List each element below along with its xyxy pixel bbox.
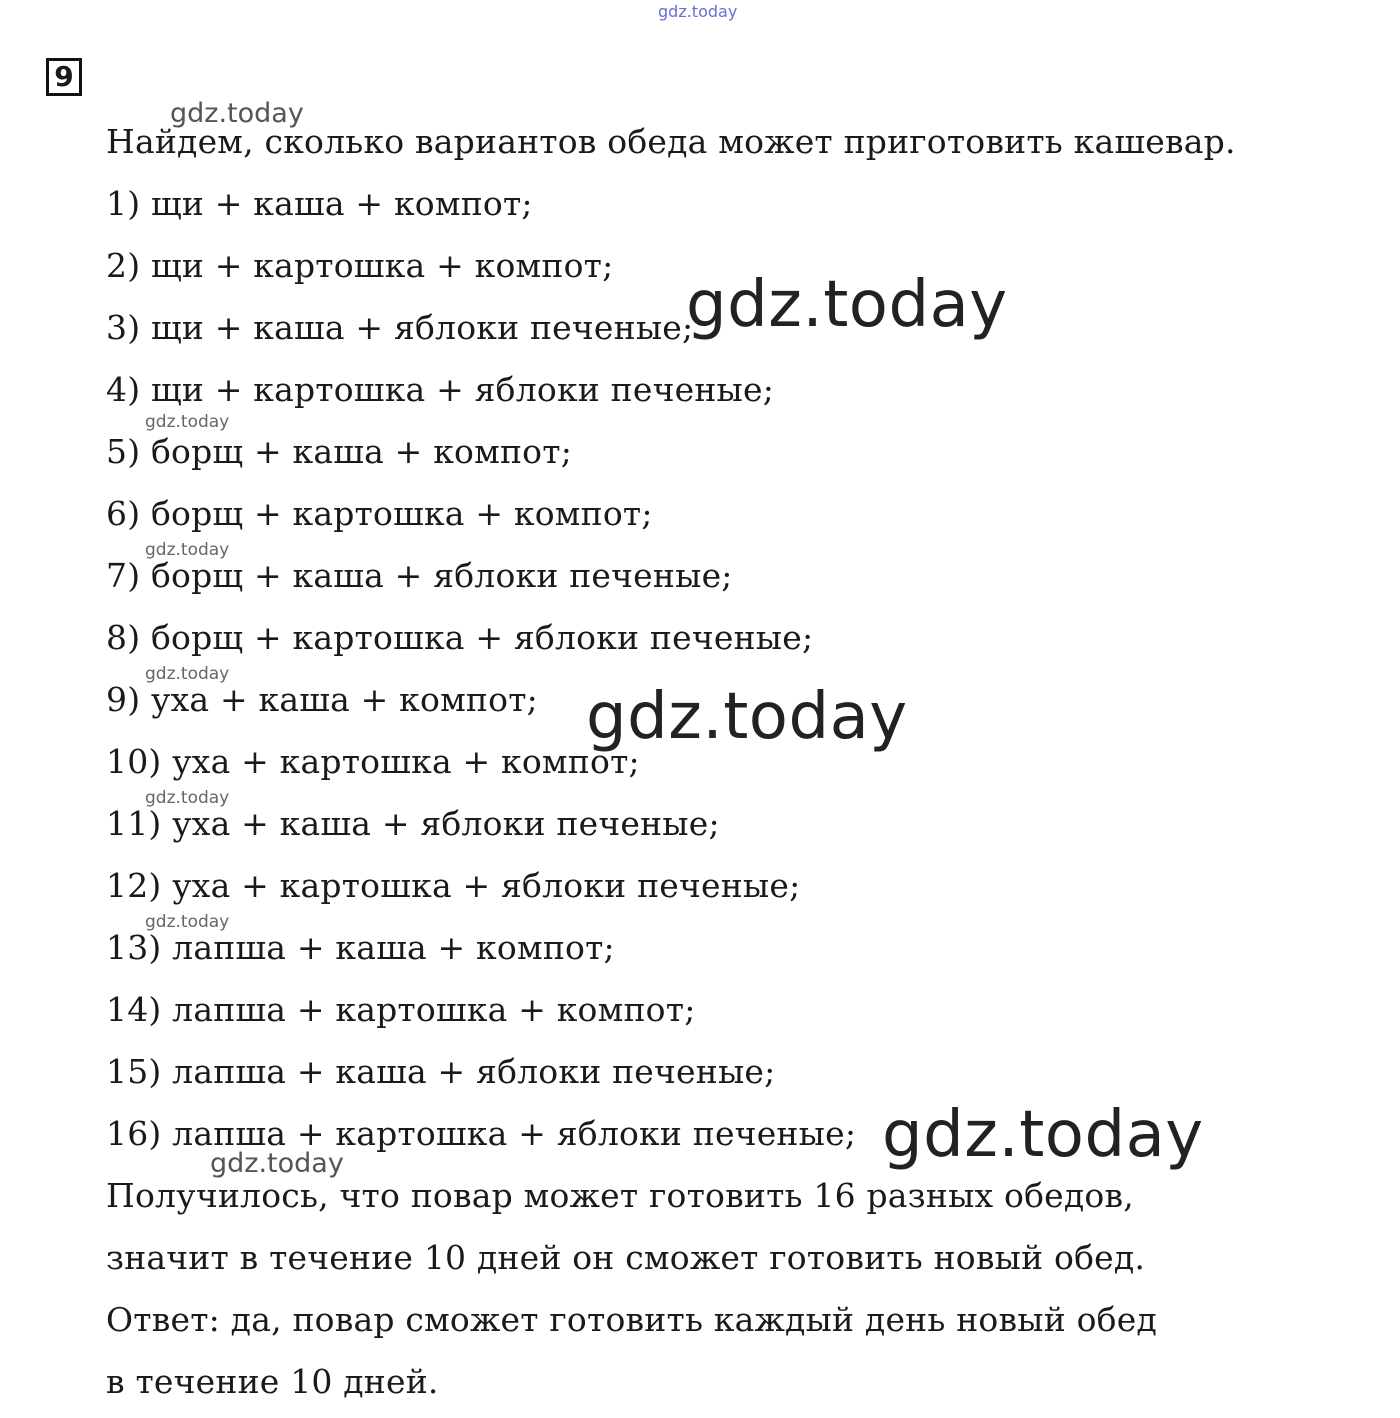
variant-4: 4) щи + картошка + яблоки печеные; <box>106 370 775 409</box>
variant-10: 10) уха + картошка + компот; <box>106 742 640 781</box>
variant-8: 8) борщ + картошка + яблоки печеные; <box>106 618 814 657</box>
watermark-1: gdz.today <box>170 98 304 129</box>
variant-15: 15) лапша + каша + яблоки печеные; <box>106 1052 776 1091</box>
variant-14: 14) лапша + картошка + компот; <box>106 990 696 1029</box>
variant-12: 12) уха + картошка + яблоки печеные; <box>106 866 801 905</box>
watermark-7: gdz.today <box>145 788 230 808</box>
answer-line-1: Ответ: да, повар сможет готовить каждый день новый обед <box>106 1300 1157 1339</box>
variant-7: 7) борщ + каша + яблоки печеные; <box>106 556 733 595</box>
answer-line-2: в течение 10 дней. <box>106 1362 439 1401</box>
conclusion-line-2: значит в течение 10 дней он сможет готовить новый обед. <box>106 1238 1146 1277</box>
watermark-3: gdz.today <box>145 412 230 432</box>
variant-1: 1) щи + каша + компот; <box>106 184 533 223</box>
watermark-top: gdz.today <box>658 2 738 21</box>
solution-text <box>106 116 1306 1418</box>
variant-3: 3) щи + каша + яблоки печеные; <box>106 308 694 347</box>
watermark-5: gdz.today <box>145 664 230 684</box>
watermark-6: gdz.today <box>586 680 908 754</box>
variant-6: 6) борщ + картошка + компот; <box>106 494 653 533</box>
task-number-box: 9 <box>46 58 82 96</box>
variant-5: 5) борщ + каша + компот; <box>106 432 573 471</box>
watermark-4: gdz.today <box>145 540 230 560</box>
variant-2: 2) щи + картошка + компот; <box>106 246 614 285</box>
watermark-8: gdz.today <box>145 912 230 932</box>
watermark-2: gdz.today <box>686 268 1008 342</box>
variant-13: 13) лапша + каша + компот; <box>106 928 615 967</box>
watermark-9: gdz.today <box>882 1098 1204 1172</box>
watermark-10: gdz.today <box>210 1148 344 1179</box>
variant-9: 9) уха + каша + компот; <box>106 680 538 719</box>
variant-11: 11) уха + каша + яблоки печеные; <box>106 804 720 843</box>
variant-16: 16) лапша + картошка + яблоки печеные; <box>106 1114 857 1153</box>
intro-line: Найдем, сколько вариантов обеда может приготовить кашевар. <box>106 122 1236 161</box>
conclusion-line-1: Получилось, что повар может готовить 16 разных обедов, <box>106 1176 1134 1215</box>
